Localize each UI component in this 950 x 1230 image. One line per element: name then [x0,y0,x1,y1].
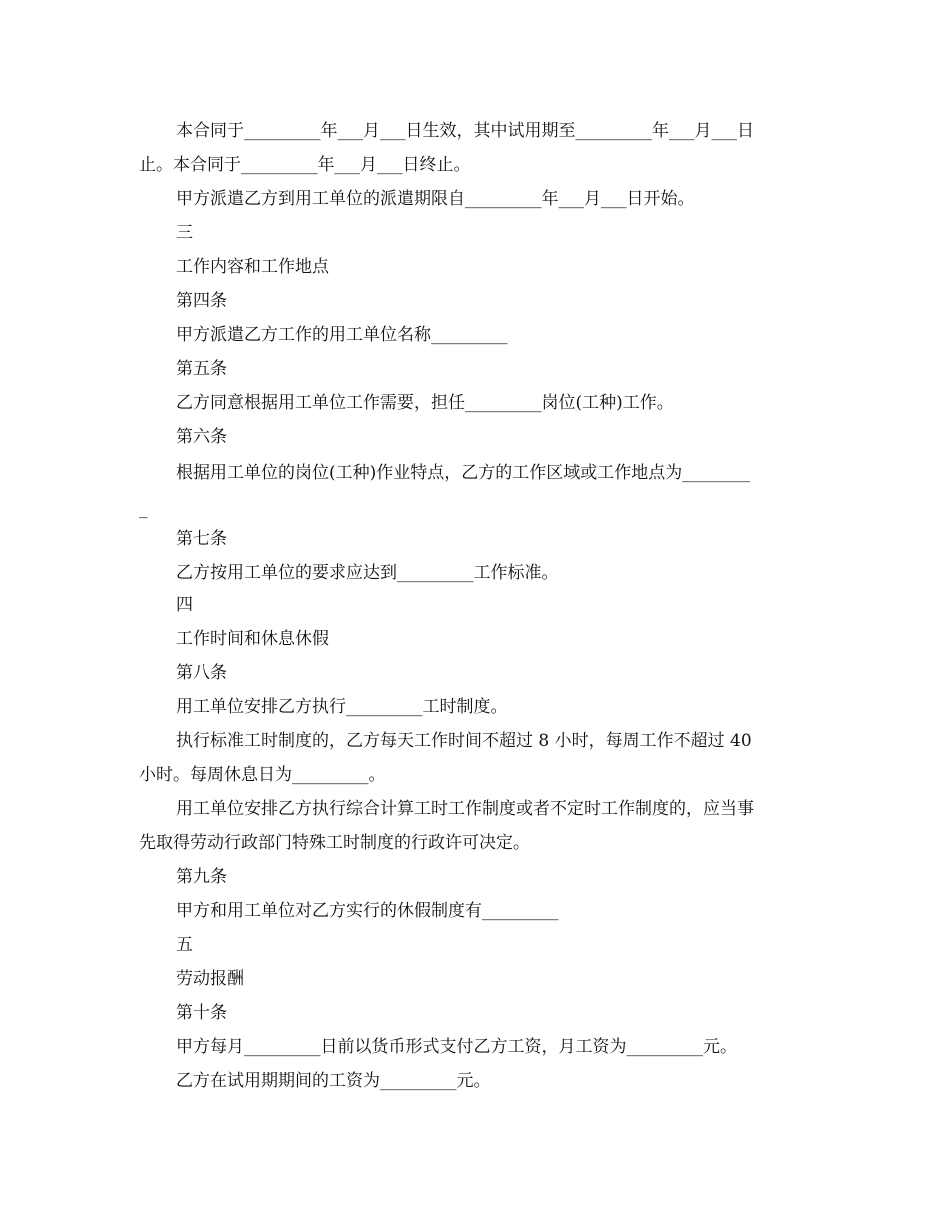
section-title-work-content: 工作内容和工作地点 [176,257,329,277]
article-9-heading: 第九条 [176,867,227,887]
article-6-heading: 第六条 [176,427,227,447]
article-4-text: 甲方派遣乙方工作的用工单位名称_________ [176,325,508,345]
article-9-text: 甲方和用工单位对乙方实行的休假制度有_________ [176,901,559,921]
special-hours-text: 用工单位安排乙方执行综合计算工时工作制度或者不定时工作制度的，应当事 [176,799,754,819]
article-8-heading: 第八条 [176,663,227,683]
section-number-5: 五 [176,935,193,955]
article-8-text: 用工单位安排乙方执行_________工时制度。 [176,697,508,717]
article-6-text-continued: _ [139,499,148,519]
article-7-heading: 第七条 [176,529,227,549]
article-7-text: 乙方按用工单位的要求应达到_________工作标准。 [176,563,559,583]
article-4-heading: 第四条 [176,291,227,311]
section-number-3: 三 [176,223,193,243]
article-10-text: 甲方每月_________日前以货币形式支付乙方工资，月工资为_________元。 [176,1037,737,1057]
article-6-text: 根据用工单位的岗位(工种)作业特点，乙方的工作区域或工作地点为________ [176,463,751,483]
text-line-dispatch-period: 甲方派遣乙方到用工单位的派遣期限自_________年___月___日开始。 [176,189,695,209]
article-5-heading: 第五条 [176,359,227,379]
special-hours-text-continued: 先取得劳动行政部门特殊工时制度的行政许可决定。 [139,833,530,853]
probation-salary-text: 乙方在试用期期间的工资为_________元。 [176,1071,491,1091]
text-line-effective-date: 本合同于_________年___月___日生效，其中试用期至_________年___月___日 [176,121,754,141]
standard-hours-text: 执行标准工时制度的，乙方每天工作时间不超过 8 小时，每周工作不超过 40 [176,731,752,751]
text-line-termination-date: 止。本合同于_________年___月___日终止。 [139,155,471,175]
section-title-working-hours: 工作时间和休息休假 [176,629,329,649]
article-5-text: 乙方同意根据用工单位工作需要，担任_________岗位(工种)工作。 [176,393,674,413]
section-number-4: 四 [176,595,193,615]
article-10-heading: 第十条 [176,1003,227,1023]
rest-day-text: 小时。每周休息日为_________。 [139,765,386,785]
section-title-remuneration: 劳动报酬 [176,969,244,989]
